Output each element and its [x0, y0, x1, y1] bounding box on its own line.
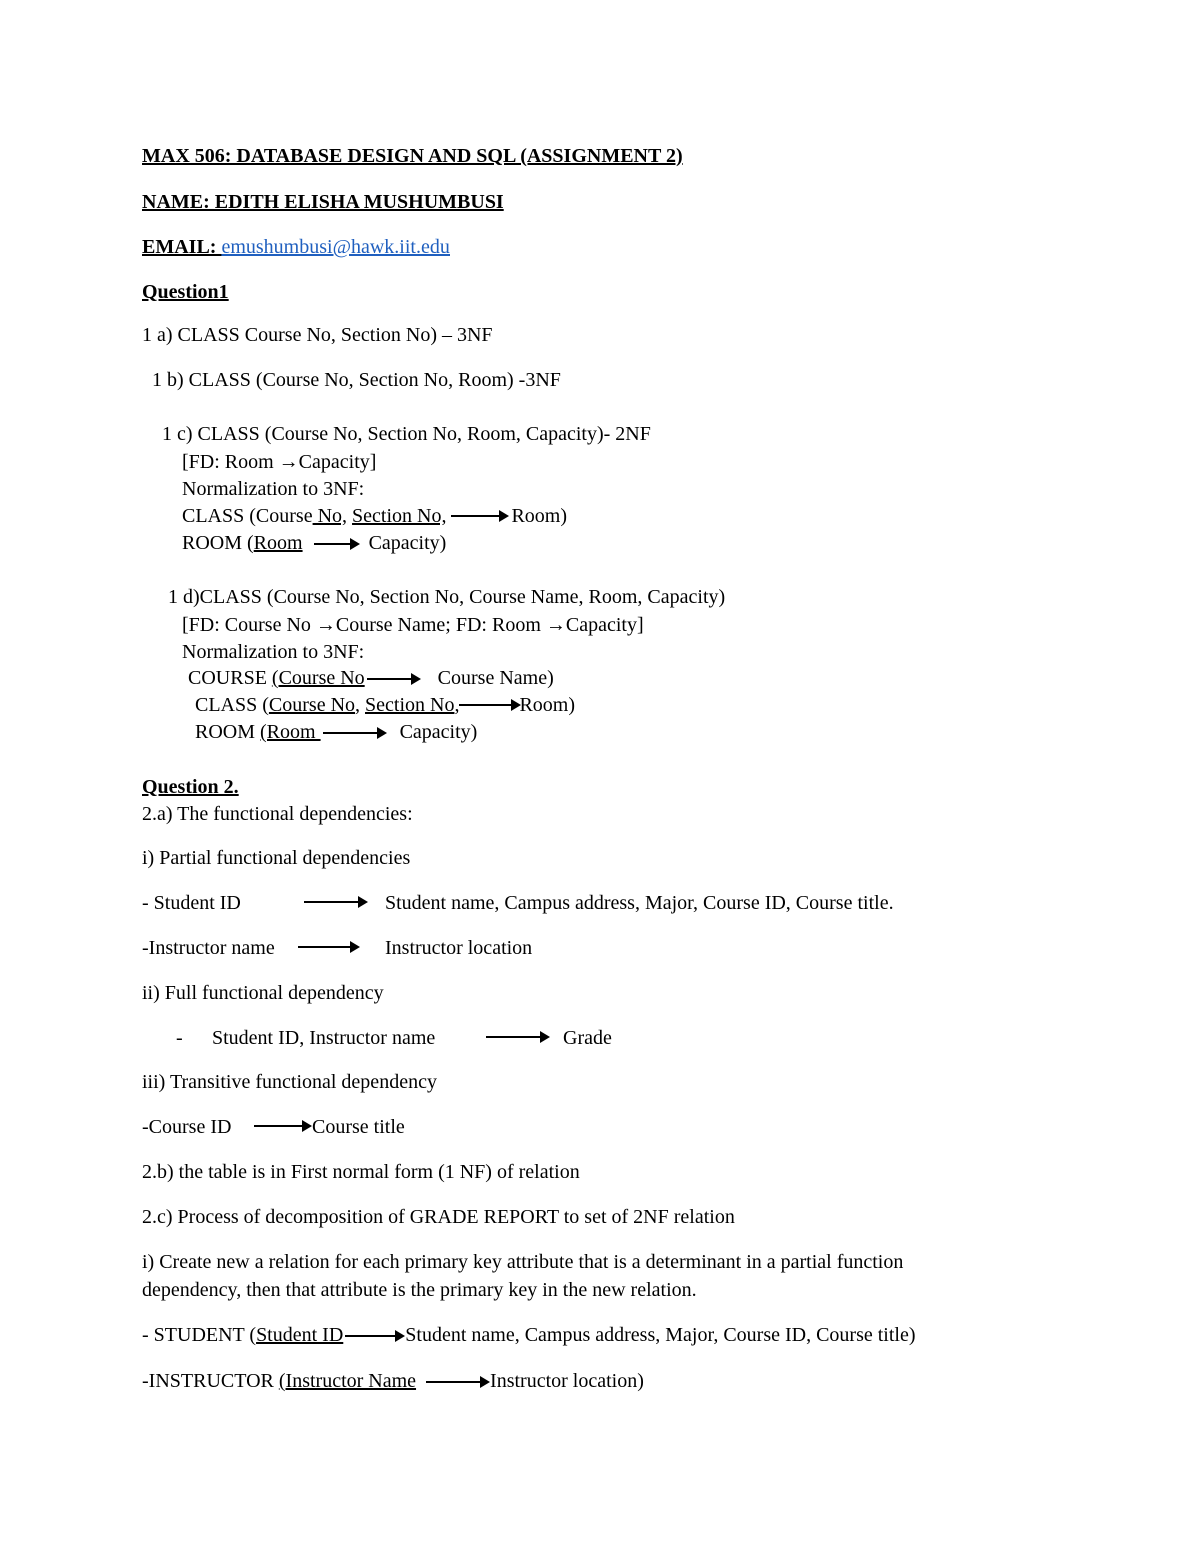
dependent-attribute: Room)	[519, 694, 576, 716]
q2c-i-line-2: dependency, then that attribute is the primary key in the new relation.	[142, 1279, 697, 1301]
email-line	[142, 235, 450, 259]
arrow-icon	[298, 946, 358, 948]
key-attribute: (Course No	[271, 667, 365, 689]
full-dep-dependent: Grade	[563, 1027, 612, 1049]
document-title: MAX 506: DATABASE DESIGN AND SQL (ASSIGNMENT 2)	[142, 145, 683, 167]
partial-dep-instructor: -Instructor name	[142, 937, 275, 959]
partial-dep-student	[142, 891, 241, 915]
arrow-icon	[314, 543, 358, 545]
q1d-normalization: Normalization to 3NF:	[182, 641, 365, 663]
student-name: NAME: EDITH ELISHA MUSHUMBUSI	[142, 191, 504, 213]
key-attribute: No,	[312, 505, 348, 527]
question1-heading: Question1	[142, 281, 229, 303]
relation-name: CLASS (	[195, 694, 269, 716]
arrow-icon	[459, 704, 519, 706]
q2a-line: 2.a) The functional dependencies:	[142, 803, 413, 825]
arrow-icon	[304, 901, 366, 903]
q2b-line: 2.b) the table is in First normal form (1 NF) of relation	[142, 1161, 580, 1183]
student-relation	[142, 1323, 916, 1347]
email-link[interactable]: emushumbusi@hawk.iit.edu	[221, 236, 450, 258]
key-attribute: (Room	[260, 721, 321, 743]
dependent-attribute: Course Name)	[432, 667, 554, 689]
full-dep-determinant: Student ID, Instructor name	[212, 1027, 436, 1049]
transitive-dep-dependent: Course title	[312, 1116, 405, 1138]
instructor-relation	[142, 1369, 644, 1393]
dependent-attribute: Capacity)	[363, 532, 447, 554]
arrow-icon	[345, 1335, 403, 1337]
relation-name: - STUDENT (	[142, 1324, 257, 1346]
email-label: EMAIL:	[142, 236, 222, 258]
arrow-icon	[486, 1036, 548, 1038]
key-attribute: Student ID	[256, 1324, 344, 1346]
question2-heading: Question 2.	[142, 776, 239, 798]
dependent-attribute: Instructor location)	[490, 1370, 644, 1392]
q1a-line: 1 a) CLASS Course No, Section No) – 3NF	[142, 324, 493, 346]
key-attribute: Section No,	[352, 505, 447, 527]
key-attribute: Course No	[268, 694, 356, 716]
q2c-i-line-1: i) Create new a relation for each primary key attribute that is a determinant in a partial function	[142, 1251, 904, 1273]
relation-name: COURSE	[188, 667, 272, 689]
dependent-attribute: Room)	[511, 505, 568, 527]
determinant: - Student ID	[142, 892, 241, 914]
q1c-class-relation	[182, 504, 567, 528]
q1b-line: 1 b) CLASS (Course No, Section No, Room) -3NF	[152, 369, 561, 391]
arrow-icon	[367, 678, 419, 680]
relation-name: ROOM	[195, 721, 261, 743]
q2a-i-line: i) Partial functional dependencies	[142, 847, 411, 869]
arrow-icon	[426, 1381, 488, 1383]
q1c-line: 1 c) CLASS (Course No, Section No, Room, Capacity)- 2NF	[162, 423, 651, 445]
transitive-dep-determinant: -Course ID	[142, 1116, 232, 1138]
relation-name: ROOM (	[182, 532, 254, 554]
q1c-normalization: Normalization to 3NF:	[182, 478, 365, 500]
arrow-icon	[254, 1125, 310, 1127]
relation-name: -INSTRUCTOR	[142, 1370, 279, 1392]
q1c-fd: [FD: Room →Capacity]	[182, 451, 377, 473]
q2a-ii-line: ii) Full functional dependency	[142, 982, 384, 1004]
q1d-course-relation	[188, 666, 554, 690]
q1d-fd: [FD: Course No →Course Name; FD: Room →Capacity]	[182, 614, 644, 636]
relation-name: CLASS (Course	[182, 505, 313, 527]
partial-dep-student-dependents: Student name, Campus address, Major, Course ID, Course title.	[385, 892, 894, 914]
q1d-room-relation	[195, 720, 477, 744]
key-attribute: Section No	[365, 694, 455, 716]
q2c-line: 2.c) Process of decomposition of GRADE REPORT to set of 2NF relation	[142, 1206, 735, 1228]
arrow-icon	[323, 732, 385, 734]
dependent-attribute: Student name, Campus address, Major, Course ID, Course title)	[405, 1324, 916, 1346]
key-attribute: (Instructor Name	[278, 1370, 417, 1392]
q1d-class-relation: CLASS (Course No, Section No, Room)	[195, 694, 576, 716]
q1d-line: 1 d)CLASS (Course No, Section No, Course Name, Room, Capacity)	[168, 586, 726, 608]
full-dep-dash: -	[176, 1027, 183, 1049]
dependent-attribute: Capacity)	[394, 721, 478, 743]
arrow-icon	[451, 515, 507, 517]
partial-dep-instructor-dependents: Instructor location	[385, 937, 533, 959]
q1c-room-relation	[182, 531, 446, 555]
q2a-iii-line: iii) Transitive functional dependency	[142, 1071, 437, 1093]
key-attribute: Room	[253, 532, 303, 554]
